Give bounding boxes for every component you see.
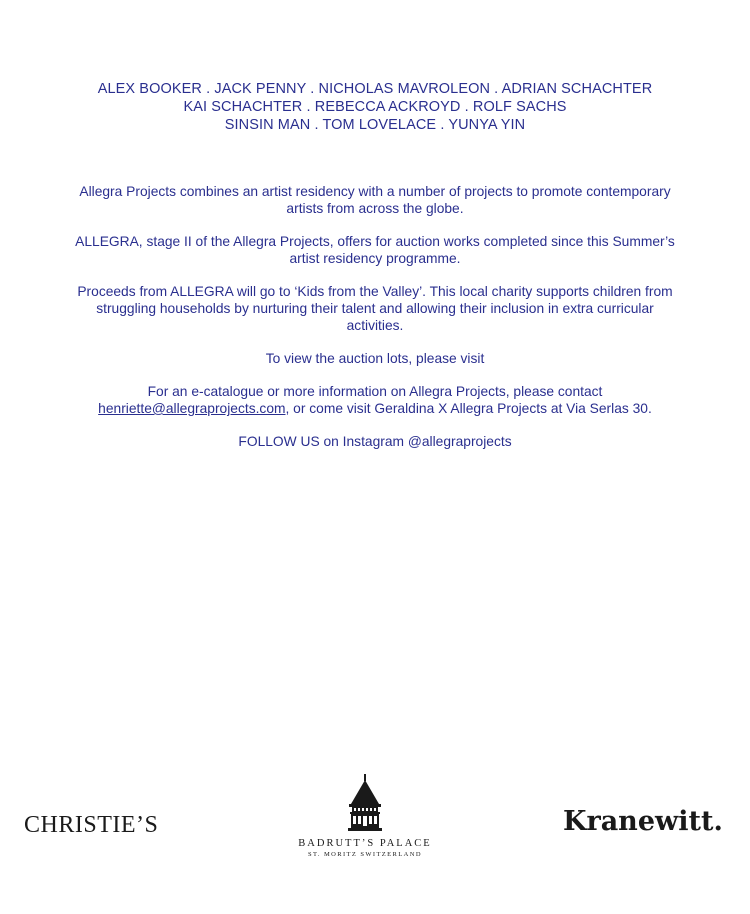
contact-text: For an e-catalogue or more information on Allegra Projects, please contact: [147, 384, 603, 399]
charity-paragraph: Proceeds from ALLEGRA will go to ‘Kids from the Valley’. This local charity supports children from struggling households by nurturing their talent and allowing their inclusion in extra curricular activities.: [77, 284, 673, 333]
artist-line-2: KAI SCHACHTER . REBECCA ACKROYD . ROLF SACHS: [183, 99, 567, 115]
description-body: [70, 183, 680, 466]
artist-line-1: ALEX BOOKER . JACK PENNY . NICHOLAS MAVROLEON . ADRIAN SCHACHTER: [97, 81, 653, 97]
intro-paragraph: Allegra Projects combines an artist residency with a number of projects to promote contemporary artists from across the globe.: [79, 184, 671, 216]
palace-tower-icon: [345, 774, 385, 834]
allegra-stage-paragraph: ALLEGRA, stage II of the Allegra Projects, offers for auction works completed since this Summer’s artist residency programme.: [75, 234, 675, 266]
artist-list: [0, 80, 750, 134]
badrutts-palace-name: BADRUTT’S PALACE: [298, 838, 432, 849]
artist-line-3: SINSIN MAN . TOM LOVELACE . YUNYA YIN: [224, 117, 526, 133]
sponsor-logos: [0, 770, 750, 870]
instagram-paragraph: FOLLOW US on Instagram @allegraprojects: [238, 434, 512, 449]
visit-text: , or come visit Geraldina X Allegra Projects at Via Serlas 30.: [285, 401, 652, 416]
kranewitt-logo: Kranewitt.: [563, 806, 723, 837]
christies-logo: CHRISTIE’S: [24, 812, 159, 838]
email-link[interactable]: henriette@allegraprojects.com: [98, 401, 286, 416]
badrutts-palace-location: ST. MORITZ SWITZERLAND: [308, 851, 422, 858]
contact-paragraph: [70, 383, 680, 417]
badrutts-palace-logo: [290, 774, 440, 858]
auction-lots-paragraph: To view the auction lots, please visit: [265, 351, 485, 366]
